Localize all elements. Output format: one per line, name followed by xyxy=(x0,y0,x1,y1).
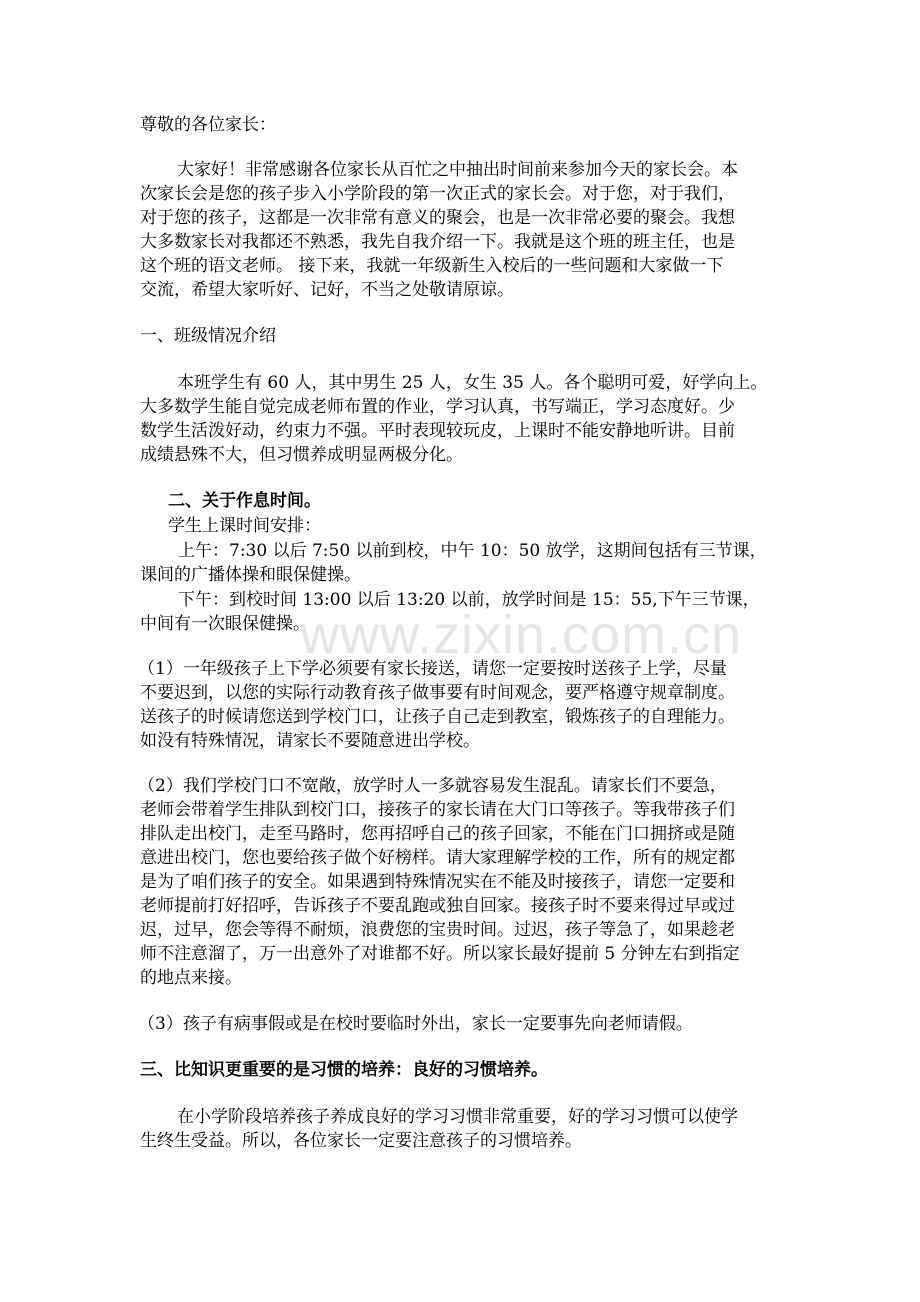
class-intro-paragraph-line: 大多数学生能自觉完成老师布置的作业，学习认真，书写端正，学习态度好。少 xyxy=(140,397,735,417)
item-2-line: 是为了咱们孩子的安全。如果遇到特殊情况实在不能及时接孩子，请您一定要和 xyxy=(140,872,735,892)
section-heading-habits: 三、比知识更重要的是习惯的培养：良好的习惯培养。 xyxy=(140,1060,548,1080)
habits-paragraph-line: 生终生受益。所以，各位家长一定要注意孩子的习惯培养。 xyxy=(140,1131,582,1151)
item-2-line: 意进出校门，您也要给孩子做个好榜样。请大家理解学校的工作，所有的规定都 xyxy=(140,848,735,868)
item-2-line: 老师提前打好招呼，告诉孩子不要乱跑或独自回家。接孩子时不要来得过早或过 xyxy=(140,896,735,916)
item-1-line: （1）一年级孩子上下学必须要有家长接送，请您一定要按时送孩子上学，尽量 xyxy=(138,659,727,679)
item-1-line: 如没有特殊情况，请家长不要随意进出学校。 xyxy=(140,731,480,751)
afternoon-schedule-line: 中间有一次眼保健操。 xyxy=(140,614,310,634)
opening-paragraph-line: 对于您的孩子，这都是一次非常有意义的聚会，也是一次非常必要的聚会。我想 xyxy=(140,208,735,228)
opening-paragraph-line: 大家好！非常感谢各位家长从百忙之中抽出时间前来参加今天的家长会。本 xyxy=(177,160,738,180)
opening-paragraph-line: 大多数家长对我都还不熟悉，我先自我介绍一下。我就是这个班的班主任，也是 xyxy=(140,232,735,252)
class-intro-paragraph-line: 数学生活泼好动，约束力不强。平时表现较玩皮，上课时不能安静地听讲。目前 xyxy=(140,421,735,441)
item-1-line: 送孩子的时候请您送到学校门口，让孩子自己走到教室，锻炼孩子的自理能力。 xyxy=(140,707,735,727)
opening-paragraph-line: 这个班的语文老师。 接下来，我就一年级新生入校后的一些问题和大家做一下 xyxy=(140,256,724,276)
habits-paragraph-line: 在小学阶段培养孩子养成良好的学习习惯非常重要，好的学习习惯可以使学 xyxy=(177,1107,738,1127)
opening-paragraph-line: 交流，希望大家听好、记好，不当之处敬请原谅。 xyxy=(140,280,514,300)
opening-paragraph-line: 次家长会是您的孩子步入小学阶段的第一次正式的家长会。对于您，对于我们， xyxy=(140,184,735,204)
class-intro-paragraph-line: 本班学生有 60 人，其中男生 25 人，女生 35 人。各个聪明可爱，好学向上。 xyxy=(177,373,768,393)
item-2-line: （2）我们学校门口不宽敞，放学时人一多就容易发生混乱。请家长们不要急， xyxy=(138,776,727,796)
morning-schedule-line: 课间的广播体操和眼保健操。 xyxy=(140,565,361,585)
item-3-line: （3）孩子有病事假或是在校时要临时外出，家长一定要事先向老师请假。 xyxy=(138,1014,693,1034)
section-heading-class-intro: 一、班级情况介绍 xyxy=(140,326,276,346)
schedule-subheading: 学生上课时间安排： xyxy=(168,516,321,536)
morning-schedule-line: 上午：7:30 以后 7:50 以前到校，中午 10：50 放学，这期间包括有三节课， xyxy=(178,541,767,561)
watermark: www.zixin.com.cn xyxy=(300,605,743,665)
item-2-line: 老师会带着学生排队到校门口，接孩子的家长请在大门口等孩子。等我带孩子们 xyxy=(140,800,735,820)
afternoon-schedule-line: 下午：到校时间 13:00 以后 13:20 以前，放学时间是 15：55,下午三节课， xyxy=(178,590,760,610)
item-2-line: 的地点来接。 xyxy=(140,968,242,988)
salutation: 尊敬的各位家长： xyxy=(140,115,276,135)
section-heading-schedule: 二、关于作息时间。 xyxy=(168,491,321,511)
class-intro-paragraph-line: 成绩悬殊不大，但习惯养成明显两极分化。 xyxy=(140,445,463,465)
item-2-line: 排队走出校门，走至马路时，您再招呼自己的孩子回家，不能在门口拥挤或是随 xyxy=(140,824,735,844)
item-2-line: 迟，过早，您会等得不耐烦，浪费您的宝贵时间。过迟，孩子等急了，如果趁老 xyxy=(140,920,735,940)
item-2-line: 师不注意溜了，万一出意外了对谁都不好。所以家长最好提前 5 分钟左右到指定 xyxy=(140,944,740,964)
item-1-line: 不要迟到，以您的实际行动教育孩子做事要有时间观念，要严格遵守规章制度。 xyxy=(140,683,735,703)
